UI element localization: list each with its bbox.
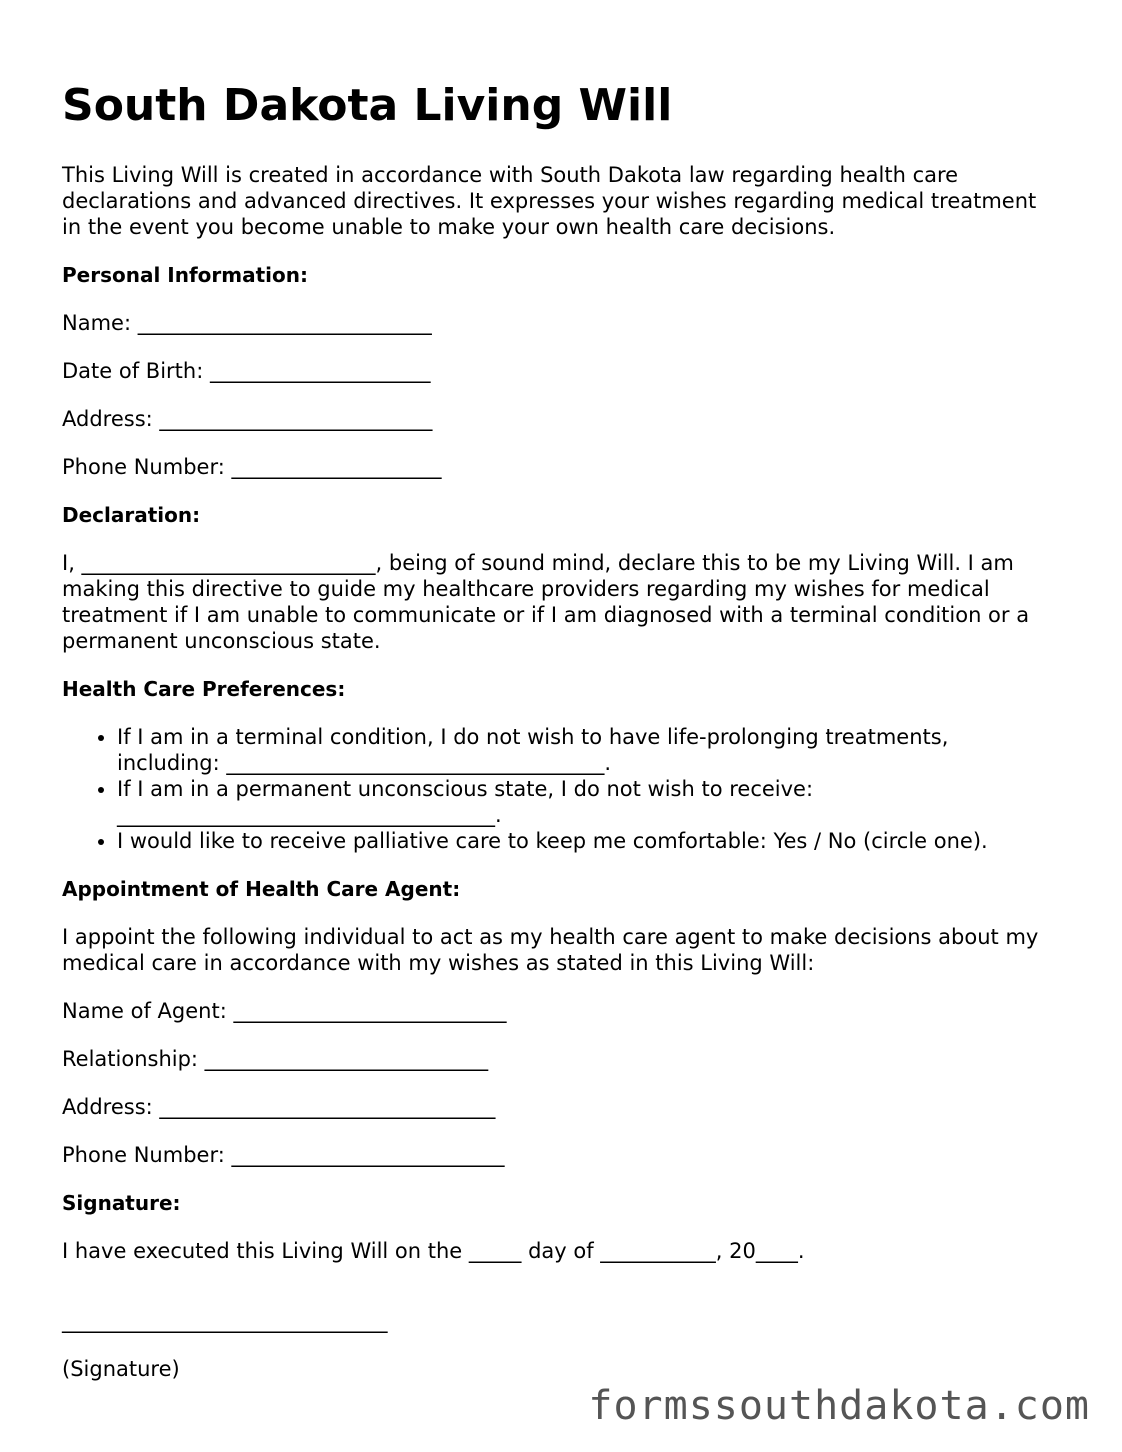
personal-name-field: Name: ____________________________ <box>62 311 432 335</box>
agent-relationship-field: Relationship: ___________________________ <box>62 1047 489 1071</box>
personal-address-field: Address: __________________________ <box>62 407 433 431</box>
execution-date-line: I have executed this Living Will on the _____ day of ___________, 20____. <box>62 1239 805 1263</box>
site-watermark: formssouthdakota.com <box>588 1383 1090 1429</box>
preference-item-unconscious: • If I am in a permanent unconscious state, I do not wish to receive: ____________________________________. <box>117 776 1052 828</box>
signature-heading: Signature: <box>62 1191 181 1215</box>
personal-phone-field: Phone Number: ____________________ <box>62 455 442 479</box>
signature-label: (Signature) <box>62 1357 180 1381</box>
signature-line: _______________________________ <box>62 1309 388 1333</box>
preferences-heading: Health Care Preferences: <box>62 677 346 701</box>
agent-name-field: Name of Agent: __________________________ <box>62 999 507 1023</box>
agent-address-field: Address: ________________________________ <box>62 1095 496 1119</box>
document-title: South Dakota Living Will <box>62 80 673 131</box>
personal-dob-field: Date of Birth: _____________________ <box>62 359 431 383</box>
declaration-paragraph: I, ____________________________, being of sound mind, declare this to be my Living Will. I am making this directive to guide my healthcare providers regarding my wishes for medical treatment if I am unable to communicate or if I am diagnosed with a terminal condition or a permanent unconscious state. <box>62 551 1030 653</box>
declaration-heading: Declaration: <box>62 503 201 527</box>
agent-paragraph: I appoint the following individual to act as my health care agent to make decisions about my medical care in accordance with my wishes as stated in this Living Will: <box>62 925 1039 975</box>
document-page <box>62 78 1052 1404</box>
agent-heading: Appointment of Health Care Agent: <box>62 877 461 901</box>
preferences-list <box>62 724 1052 854</box>
agent-phone-field: Phone Number: __________________________ <box>62 1143 505 1167</box>
preference-item-palliative: • I would like to receive palliative care to keep me comfortable: Yes / No (circle one). <box>117 828 1052 854</box>
preference-item-terminal: • If I am in a terminal condition, I do not wish to have life-prolonging treatments, including: ____________________________________. <box>117 724 1052 776</box>
intro-paragraph: This Living Will is created in accordance with South Dakota law regarding health care declarations and advanced directives. It expresses your wishes regarding medical treatment in the event you become unable to make your own health care decisions. <box>62 163 1037 239</box>
personal-info-heading: Personal Information: <box>62 263 308 287</box>
